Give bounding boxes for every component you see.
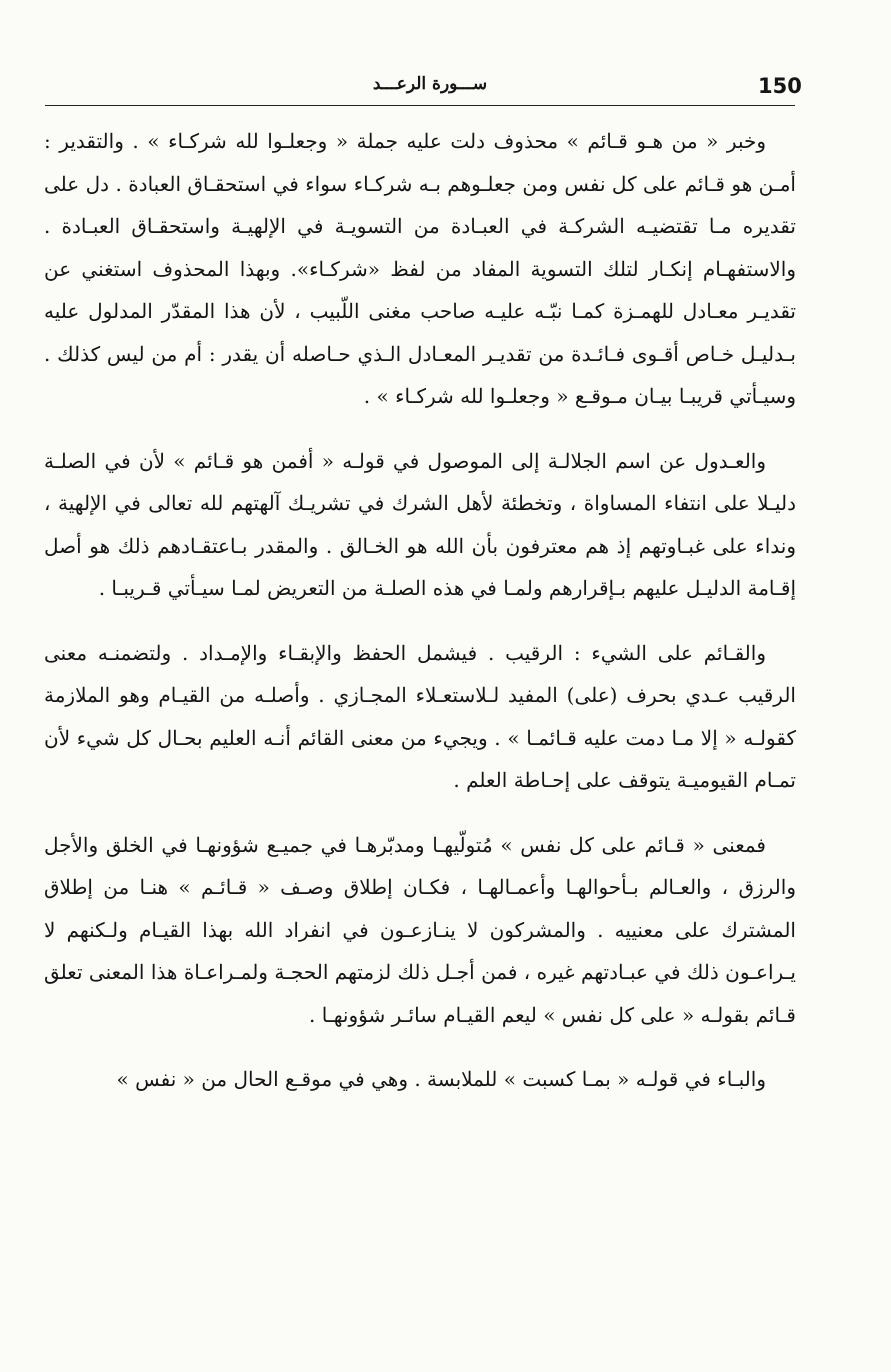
page-number: 150 — [758, 74, 802, 98]
running-title: ســـورة الرعـــد — [372, 74, 488, 94]
paragraph: والقـائم على الشيء : الرقيب . فيشمل الحفظ والإبقـاء والإمـداد . ولتضمنـه معنى الرقيب عـدي بحرف (على) المفيد لـلاستعـلاء المجـازي . وأصلـه من القيـام وهو الملازمة كقولـه « إلا مـا دمت عليه قـائمـا » . ويجيء من معنى القائم أنـه العليم بحـال كل شيء لأن تمـام القيوميـة يتوقف على إحـاطة العلم . — [44, 640, 796, 792]
header-rule — [45, 105, 795, 106]
paragraph: وخبر « من هـو قـائم » محذوف دلت عليه جملة « وجعلـوا لله شركـاء » . والتقدير : أمـن هو قـائم على كل نفس ومن جعلـوهم بـه شركـاء سواء في استحقـاق العبادة . دل على تقديره مـا تقتضيـه الشركـة في العبـادة من التسويـة في الإلهيـة واستحقـاق العبـادة . والاستفهـام إنكـار لتلك التسوية المفاد من لفظ «شركـاء». وبهذا المحذوف استغني عن تقديـر معـادل للهمـزة كمـا نبّـه عليـه صاحب مغنى اللّبيب ، لأن هذا المقدّر المدلول عليه بـدليـل خـاص أقـوى فـائـدة من تقديـر المعـادل الـذي حـاصله أن يقدر : أم من ليس كذلك . وسيـأتي قريبـا بيـان مـوقـع « وجعلـوا لله شركـاء » . — [44, 129, 796, 408]
paragraph: والبـاء في قولـه « بمـا كسبت » للملابسة . وهي في موقـع الحال من « نفس » — [116, 1067, 766, 1091]
paragraph: والعـدول عن اسم الجلالـة إلى الموصول في قولـه « أفمن هو قـائم » لأن في الصلـة دليـلا على انتفاء المساواة ، وتخطئة لأهل الشرك في تشريـك آلهتهم لله تعالى في الإلهية ، ونداء على غبـاوتهم إذ هم معترفون بأن الله هو الخـالق . والمقدر بـاعتقـادهم ذلك هو أصل إقـامة الدليـل عليهم بـإقرارهم ولمـا في هذه الصلـة من التعريض لمـا سيـأتي قـريبـا . — [44, 448, 796, 600]
body-text — [44, 120, 796, 1123]
paragraph: فمعنى « قـائم على كل نفس » مُتولّيهـا ومدبّرهـا في جميـع شؤونهـا في الخلق والأجل والرزق ، والعـالم بـأحوالهـا وأعمـالهـا ، فكـان إطلاق وصـف « قـائـم » هنـا من إطلاق المشترك على معنييه . والمشركون لا ينـازعـون في انفراد الله بهذا القيـام ولـكنهم لا يـراعـون ذلك في عبـادتهم غيره ، فمن أجـل ذلك لزمتهم الحجـة ولمـراعـاة هذا المعنى تعلق قـائم بقولـه « على كل نفس » ليعم القيـام سائـر شؤونهـا . — [44, 832, 796, 1027]
page-header — [45, 72, 802, 102]
